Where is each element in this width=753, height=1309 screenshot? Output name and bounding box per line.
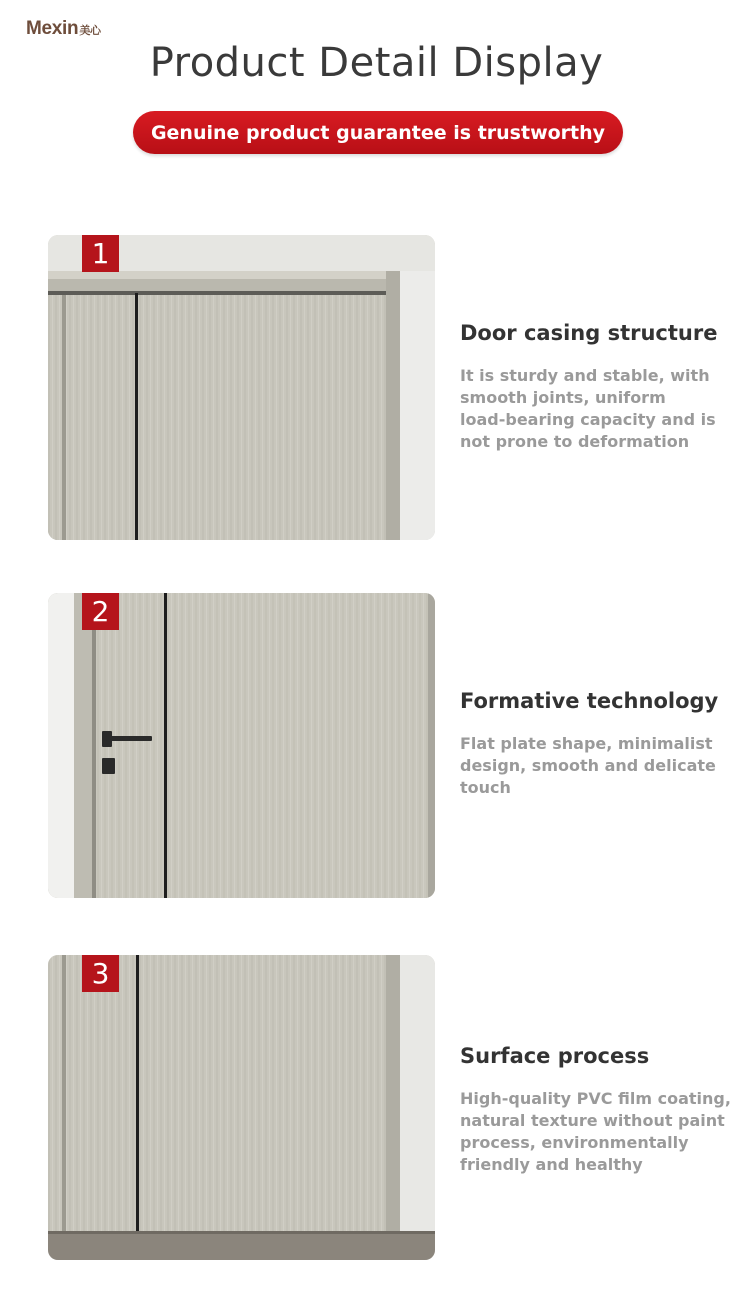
feature-door-casing (460, 321, 740, 453)
feature-description-line: load-bearing capacity and is (460, 410, 716, 429)
feature-description (460, 1088, 740, 1176)
guarantee-banner (133, 111, 623, 154)
feature-description (460, 733, 740, 799)
feature-description-line: design, smooth and delicate (460, 756, 716, 775)
feature-number-badge: 1 (82, 235, 119, 272)
feature-description (460, 365, 740, 453)
brand-name: Mexin (26, 18, 79, 39)
brand-cn: 美心 (79, 25, 101, 37)
guarantee-banner-text: Genuine product guarantee is trustworthy (150, 121, 606, 144)
feature-description-line: smooth joints, uniform (460, 388, 666, 407)
feature-heading: Formative technology (460, 689, 719, 713)
feature-description-line: touch (460, 778, 511, 797)
feature-description-line: friendly and healthy (460, 1155, 643, 1174)
feature-heading: Door casing structure (460, 321, 718, 345)
feature-heading: Surface process (460, 1044, 650, 1068)
feature-description-line: It is sturdy and stable, with (460, 366, 710, 385)
feature-description-line: Flat plate shape, minimalist (460, 734, 713, 753)
feature-description-line: process, environmentally (460, 1133, 689, 1152)
brand-logo (26, 18, 101, 40)
feature-surface-process (460, 1044, 740, 1176)
feature-number-badge: 3 (82, 955, 119, 992)
surface-process-photo (48, 955, 435, 1260)
feature-description-line: High-quality PVC film coating, (460, 1089, 731, 1108)
feature-description-line: not prone to deformation (460, 432, 690, 451)
formative-technology-photo (48, 593, 435, 898)
page-title: Product Detail Display (149, 40, 604, 86)
feature-description-line: natural texture without paint (460, 1111, 725, 1130)
feature-number-badge: 2 (82, 593, 119, 630)
door-casing-photo (48, 235, 435, 540)
feature-formative-technology (460, 689, 740, 799)
